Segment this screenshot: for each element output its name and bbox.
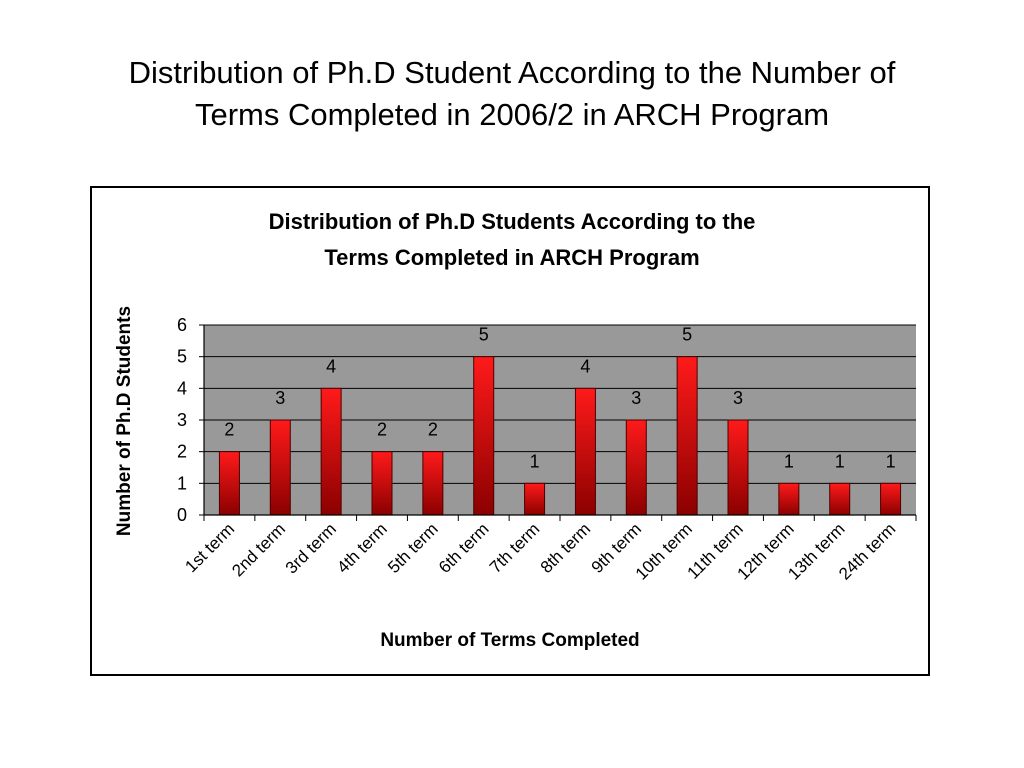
bar <box>474 357 494 515</box>
category-label: 5th term <box>384 519 442 577</box>
y-tick-label: 0 <box>176 505 187 525</box>
data-label: 4 <box>326 356 337 377</box>
chart-title-line-2: Terms Completed in ARCH Program <box>324 245 700 270</box>
category-label: 8th term <box>536 519 595 577</box>
slide-title-line-1: Distribution of Ph.D Student According to the Number of <box>128 55 896 90</box>
data-label: 1 <box>885 451 896 472</box>
bar <box>219 452 239 515</box>
category-label: 24th term <box>835 519 900 584</box>
bar <box>728 420 748 515</box>
data-label: 5 <box>478 324 489 345</box>
data-label: 1 <box>834 451 845 472</box>
data-label: 3 <box>275 388 286 408</box>
y-tick-label: 4 <box>176 378 187 399</box>
bar <box>830 483 850 515</box>
bar <box>677 357 697 515</box>
y-tick-label: 2 <box>176 441 187 462</box>
data-label: 2 <box>224 419 235 440</box>
category-label: 13th term <box>784 519 849 584</box>
y-tick-label: 5 <box>176 346 187 367</box>
bar <box>270 420 290 515</box>
category-label: 1st term <box>181 519 239 577</box>
data-label: 3 <box>631 388 642 408</box>
data-label: 1 <box>783 451 794 472</box>
bar <box>779 483 799 515</box>
data-label: 2 <box>427 419 438 440</box>
category-label: 7th term <box>485 519 544 577</box>
category-label: 12th term <box>733 519 798 584</box>
slide-title-line-2: Terms Completed in 2006/2 in ARCH Program <box>194 97 830 132</box>
category-label: 9th term <box>587 519 646 577</box>
x-axis-label: Number of Terms Completed <box>380 630 640 651</box>
bar <box>881 483 901 515</box>
category-label: 6th term <box>435 519 493 577</box>
bar <box>321 388 341 515</box>
data-label: 1 <box>529 451 540 472</box>
category-label: 2nd term <box>228 519 290 581</box>
data-label: 5 <box>682 324 693 345</box>
data-label: 2 <box>376 419 388 440</box>
category-label: 4th term <box>333 519 391 577</box>
y-tick-label: 3 <box>176 410 187 430</box>
data-label: 4 <box>580 356 591 377</box>
category-label: 11th term <box>683 519 747 583</box>
bar <box>423 452 443 515</box>
bar <box>372 452 392 515</box>
data-label: 3 <box>732 388 744 408</box>
y-axis-label: Number of Ph.D Students <box>114 305 135 537</box>
bar <box>575 388 595 515</box>
category-label: 3rd term <box>281 519 340 578</box>
chart-title-line-1: Distribution of Ph.D Students According to the <box>268 209 756 234</box>
y-tick-label: 1 <box>176 473 187 494</box>
y-tick-label: 6 <box>176 315 187 335</box>
bar <box>626 420 646 515</box>
bar <box>525 483 545 515</box>
category-label: 10th term <box>631 519 696 584</box>
